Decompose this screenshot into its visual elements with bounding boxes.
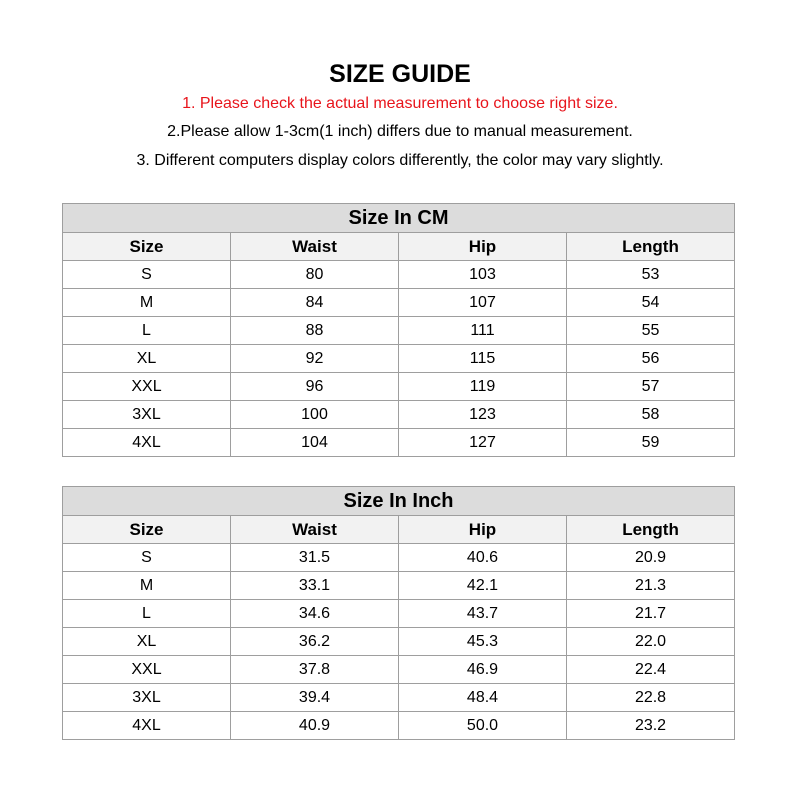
table-row	[63, 261, 735, 289]
table-cell: 31.5	[231, 544, 399, 572]
table-cell: 40.9	[231, 712, 399, 740]
size-table-inch	[62, 486, 735, 740]
table-cell: 23.2	[567, 712, 735, 740]
table-cell: 20.9	[567, 544, 735, 572]
table-row	[63, 345, 735, 373]
page-title: SIZE GUIDE	[329, 60, 471, 88]
table-cell: 88	[231, 317, 399, 345]
column-header: Waist	[231, 233, 399, 261]
table-cell: 39.4	[231, 684, 399, 712]
table-cell: 103	[399, 261, 567, 289]
table-cell: 58	[567, 401, 735, 429]
column-header: Length	[567, 233, 735, 261]
table-cell: 100	[231, 401, 399, 429]
table-cell: 22.4	[567, 656, 735, 684]
table-cell: S	[63, 544, 231, 572]
table-cell: 48.4	[399, 684, 567, 712]
table-row	[63, 401, 735, 429]
table-row	[63, 373, 735, 401]
table-caption: Size In CM	[63, 204, 735, 233]
table-cell: 21.7	[567, 600, 735, 628]
table-cell: 22.0	[567, 628, 735, 656]
table-row	[63, 572, 735, 600]
table-cell: XXL	[63, 373, 231, 401]
table-cell: 36.2	[231, 628, 399, 656]
table-row	[63, 600, 735, 628]
table-cell: 119	[399, 373, 567, 401]
table-row	[63, 656, 735, 684]
table-cell: 54	[567, 289, 735, 317]
table-cell: 127	[399, 429, 567, 457]
table-cell: 42.1	[399, 572, 567, 600]
table-cell: 3XL	[63, 684, 231, 712]
table-cell: 33.1	[231, 572, 399, 600]
table-cell: 59	[567, 429, 735, 457]
table-cell: 115	[399, 345, 567, 373]
table-cell: L	[63, 600, 231, 628]
table-cell: XXL	[63, 656, 231, 684]
table-row	[63, 628, 735, 656]
table-row	[63, 544, 735, 572]
table-cell: 111	[399, 317, 567, 345]
table-cell: 56	[567, 345, 735, 373]
column-header: Waist	[231, 516, 399, 544]
table-cell: 46.9	[399, 656, 567, 684]
table-cell: S	[63, 261, 231, 289]
table-row	[63, 317, 735, 345]
table-cell: 50.0	[399, 712, 567, 740]
table-cell: 55	[567, 317, 735, 345]
table-cell: XL	[63, 345, 231, 373]
table-cell: 37.8	[231, 656, 399, 684]
table-cell: 4XL	[63, 429, 231, 457]
table-cell: 92	[231, 345, 399, 373]
table-cell: 4XL	[63, 712, 231, 740]
table-cell: 96	[231, 373, 399, 401]
table-cell: 43.7	[399, 600, 567, 628]
table-cell: 80	[231, 261, 399, 289]
table-row	[63, 289, 735, 317]
table-cell: L	[63, 317, 231, 345]
column-header: Hip	[399, 516, 567, 544]
table-cell: 104	[231, 429, 399, 457]
table-cell: M	[63, 572, 231, 600]
size-table-cm	[62, 203, 735, 457]
table-cell: 40.6	[399, 544, 567, 572]
table-cell: 34.6	[231, 600, 399, 628]
table-cell: 45.3	[399, 628, 567, 656]
table-cell: 22.8	[567, 684, 735, 712]
table-caption: Size In Inch	[63, 487, 735, 516]
column-header: Size	[63, 516, 231, 544]
note-color-variance: 3. Different computers display colors differently, the color may vary slightly.	[136, 152, 664, 169]
column-header: Hip	[399, 233, 567, 261]
table-row	[63, 684, 735, 712]
table-cell: 3XL	[63, 401, 231, 429]
table-cell: 123	[399, 401, 567, 429]
table-row	[63, 429, 735, 457]
note-tolerance: 2.Please allow 1-3cm(1 inch) differs due to manual measurement.	[167, 123, 633, 140]
column-header: Length	[567, 516, 735, 544]
table-cell: XL	[63, 628, 231, 656]
table-cell: 107	[399, 289, 567, 317]
table-row	[63, 712, 735, 740]
table-cell: 53	[567, 261, 735, 289]
table-cell: 21.3	[567, 572, 735, 600]
table-cell: 57	[567, 373, 735, 401]
column-header: Size	[63, 233, 231, 261]
table-cell: M	[63, 289, 231, 317]
table-cell: 84	[231, 289, 399, 317]
note-measurement: 1. Please check the actual measurement to choose right size.	[182, 95, 618, 112]
